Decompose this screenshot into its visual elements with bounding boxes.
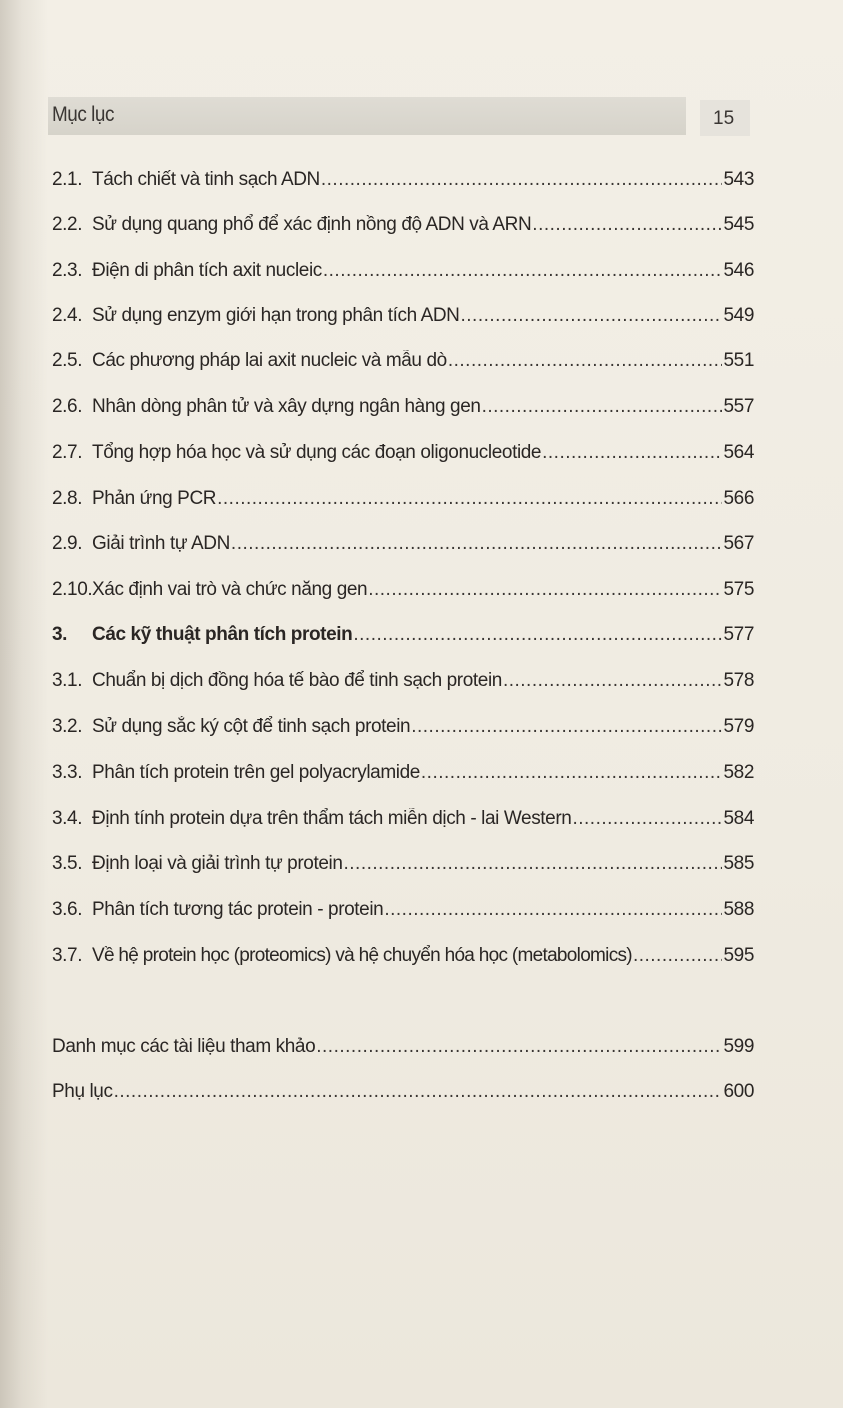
toc-entry-page: 575 xyxy=(723,579,754,600)
toc-entry xyxy=(52,442,754,468)
toc-leader-dots xyxy=(461,305,723,327)
toc-entry-title: Phân tích tương tác protein - protein xyxy=(92,899,384,920)
toc-leader-dots xyxy=(503,670,723,692)
toc-entry-title: Phản ứng PCR xyxy=(92,488,217,509)
toc-entry-page: 543 xyxy=(723,169,754,190)
toc-leader-dots xyxy=(353,624,722,646)
toc-entry-title: Tổng hợp hóa học và sử dụng các đoạn oligonucleotide xyxy=(92,442,542,463)
toc-entry-number: 3. xyxy=(52,624,68,645)
toc-leader-dots xyxy=(316,1036,722,1058)
toc-entry-title: Tách chiết và tinh sạch ADN xyxy=(92,169,320,190)
toc-leader-dots xyxy=(542,442,722,464)
toc-entry-title: Về hệ protein học (proteomics) và hệ chuyển hóa học (metabolomics) xyxy=(92,945,632,966)
toc-entry-page: 599 xyxy=(723,1036,754,1057)
toc-entry-title: Chuẩn bị dịch đồng hóa tế bào để tinh sạch protein xyxy=(92,670,502,691)
toc-leader-dots xyxy=(217,488,722,510)
toc-leader-dots xyxy=(231,533,723,555)
toc-entry-title: Các phương pháp lai axit nucleic và mẫu dò xyxy=(92,350,447,371)
toc-entry xyxy=(52,716,754,742)
toc-entry-page: 579 xyxy=(723,716,754,737)
toc-leader-dots xyxy=(343,853,722,875)
toc-entry-page: 546 xyxy=(723,260,754,281)
toc-entry-number: 2.9. xyxy=(52,533,83,554)
toc-entry xyxy=(52,579,754,605)
toc-entry-title: Nhân dòng phân tử và xây dựng ngân hàng gen xyxy=(92,396,481,417)
toc-entry-page: 585 xyxy=(723,853,754,874)
toc-entry xyxy=(52,899,754,925)
toc-entry-page: 545 xyxy=(723,214,754,235)
toc-entry-page: 567 xyxy=(723,533,754,554)
toc-entry-number: 3.5. xyxy=(52,853,83,874)
toc-leader-dots xyxy=(384,899,722,921)
toc-entry-number: 2.3. xyxy=(52,260,83,281)
toc-entry-page: 549 xyxy=(723,305,754,326)
toc-entry-title: Giải trình tự ADN xyxy=(92,533,230,554)
toc-entry-page: 595 xyxy=(723,945,754,966)
toc-entry xyxy=(52,396,754,422)
toc-entry-title: Xác định vai trò và chức năng gen xyxy=(92,579,368,600)
toc-entry xyxy=(52,305,754,331)
toc-entry-number: 2.1. xyxy=(52,169,83,190)
toc-entry-page: 578 xyxy=(723,670,754,691)
toc-entry-page: 582 xyxy=(723,762,754,783)
header-title: Mục lục xyxy=(52,103,114,126)
toc-leader-dots xyxy=(323,260,723,282)
toc-back-matter-entry xyxy=(52,1081,754,1107)
toc-entry-title: Phân tích protein trên gel polyacrylamide xyxy=(92,762,420,783)
toc-entry-title: Định loại và giải trình tự protein xyxy=(92,853,343,874)
toc-entry-title: Danh mục các tài liệu tham khảo xyxy=(52,1036,316,1057)
toc-entry-number: 3.6. xyxy=(52,899,83,920)
toc-entry xyxy=(52,169,754,195)
toc-entry-number: 2.6. xyxy=(52,396,83,417)
toc-entry-title: Sử dụng sắc ký cột để tinh sạch protein xyxy=(92,716,411,737)
toc-entry-number: 3.4. xyxy=(52,808,83,829)
toc-entry-title: Sử dụng quang phổ để xác định nồng độ ADN và ARN xyxy=(92,214,532,235)
toc-entry-number: 3.2. xyxy=(52,716,83,737)
toc-leader-dots xyxy=(368,579,722,601)
toc-leader-dots xyxy=(572,808,722,830)
toc-entry-page: 588 xyxy=(723,899,754,920)
toc-entry-page: 564 xyxy=(723,442,754,463)
toc-entry xyxy=(52,670,754,696)
toc-entry-number: 3.7. xyxy=(52,945,83,966)
toc-leader-dots xyxy=(448,350,723,372)
toc-entry-page: 566 xyxy=(723,488,754,509)
toc-entry xyxy=(52,808,754,834)
toc-entry-number: 2.10. xyxy=(52,579,93,600)
toc-entry-title: Các kỹ thuật phân tích protein xyxy=(92,624,353,645)
toc-entry-number: 2.4. xyxy=(52,305,83,326)
toc-entry-page: 551 xyxy=(723,350,754,371)
toc-entry xyxy=(52,350,754,376)
toc-entry xyxy=(52,260,754,286)
toc-entry-title: Định tính protein dựa trên thẩm tách miễn dịch - lai Western xyxy=(92,808,572,829)
toc-entry-number: 3.1. xyxy=(52,670,83,691)
toc-entry-page: 577 xyxy=(723,624,754,645)
toc-leader-dots xyxy=(411,716,722,738)
toc-entry xyxy=(52,945,754,971)
toc-entry-number: 2.7. xyxy=(52,442,83,463)
toc-leader-dots xyxy=(633,945,723,967)
toc-leader-dots xyxy=(532,214,722,236)
toc-entry-title: Điện di phân tích axit nucleic xyxy=(92,260,322,281)
toc-entry-title: Sử dụng enzym giới hạn trong phân tích ADN xyxy=(92,305,460,326)
toc-leader-dots xyxy=(421,762,723,784)
toc-entry xyxy=(52,853,754,879)
toc-entry-page: 600 xyxy=(723,1081,754,1102)
toc-leader-dots xyxy=(321,169,723,191)
toc-leader-dots xyxy=(482,396,723,418)
toc-leader-dots xyxy=(114,1081,723,1103)
toc-entry xyxy=(52,533,754,559)
page-number: 15 xyxy=(713,108,735,129)
toc-entry-number: 3.3. xyxy=(52,762,83,783)
toc-section-heading xyxy=(52,624,754,650)
toc-entry-title: Phụ lục xyxy=(52,1081,113,1102)
toc-entry-page: 584 xyxy=(723,808,754,829)
toc-entry xyxy=(52,488,754,514)
toc-entry-number: 2.8. xyxy=(52,488,83,509)
toc-back-matter-entry xyxy=(52,1036,754,1062)
toc-entry xyxy=(52,214,754,240)
toc-entry xyxy=(52,762,754,788)
toc-entry-number: 2.2. xyxy=(52,214,83,235)
toc-entry-number: 2.5. xyxy=(52,350,83,371)
toc-entry-page: 557 xyxy=(723,396,754,417)
